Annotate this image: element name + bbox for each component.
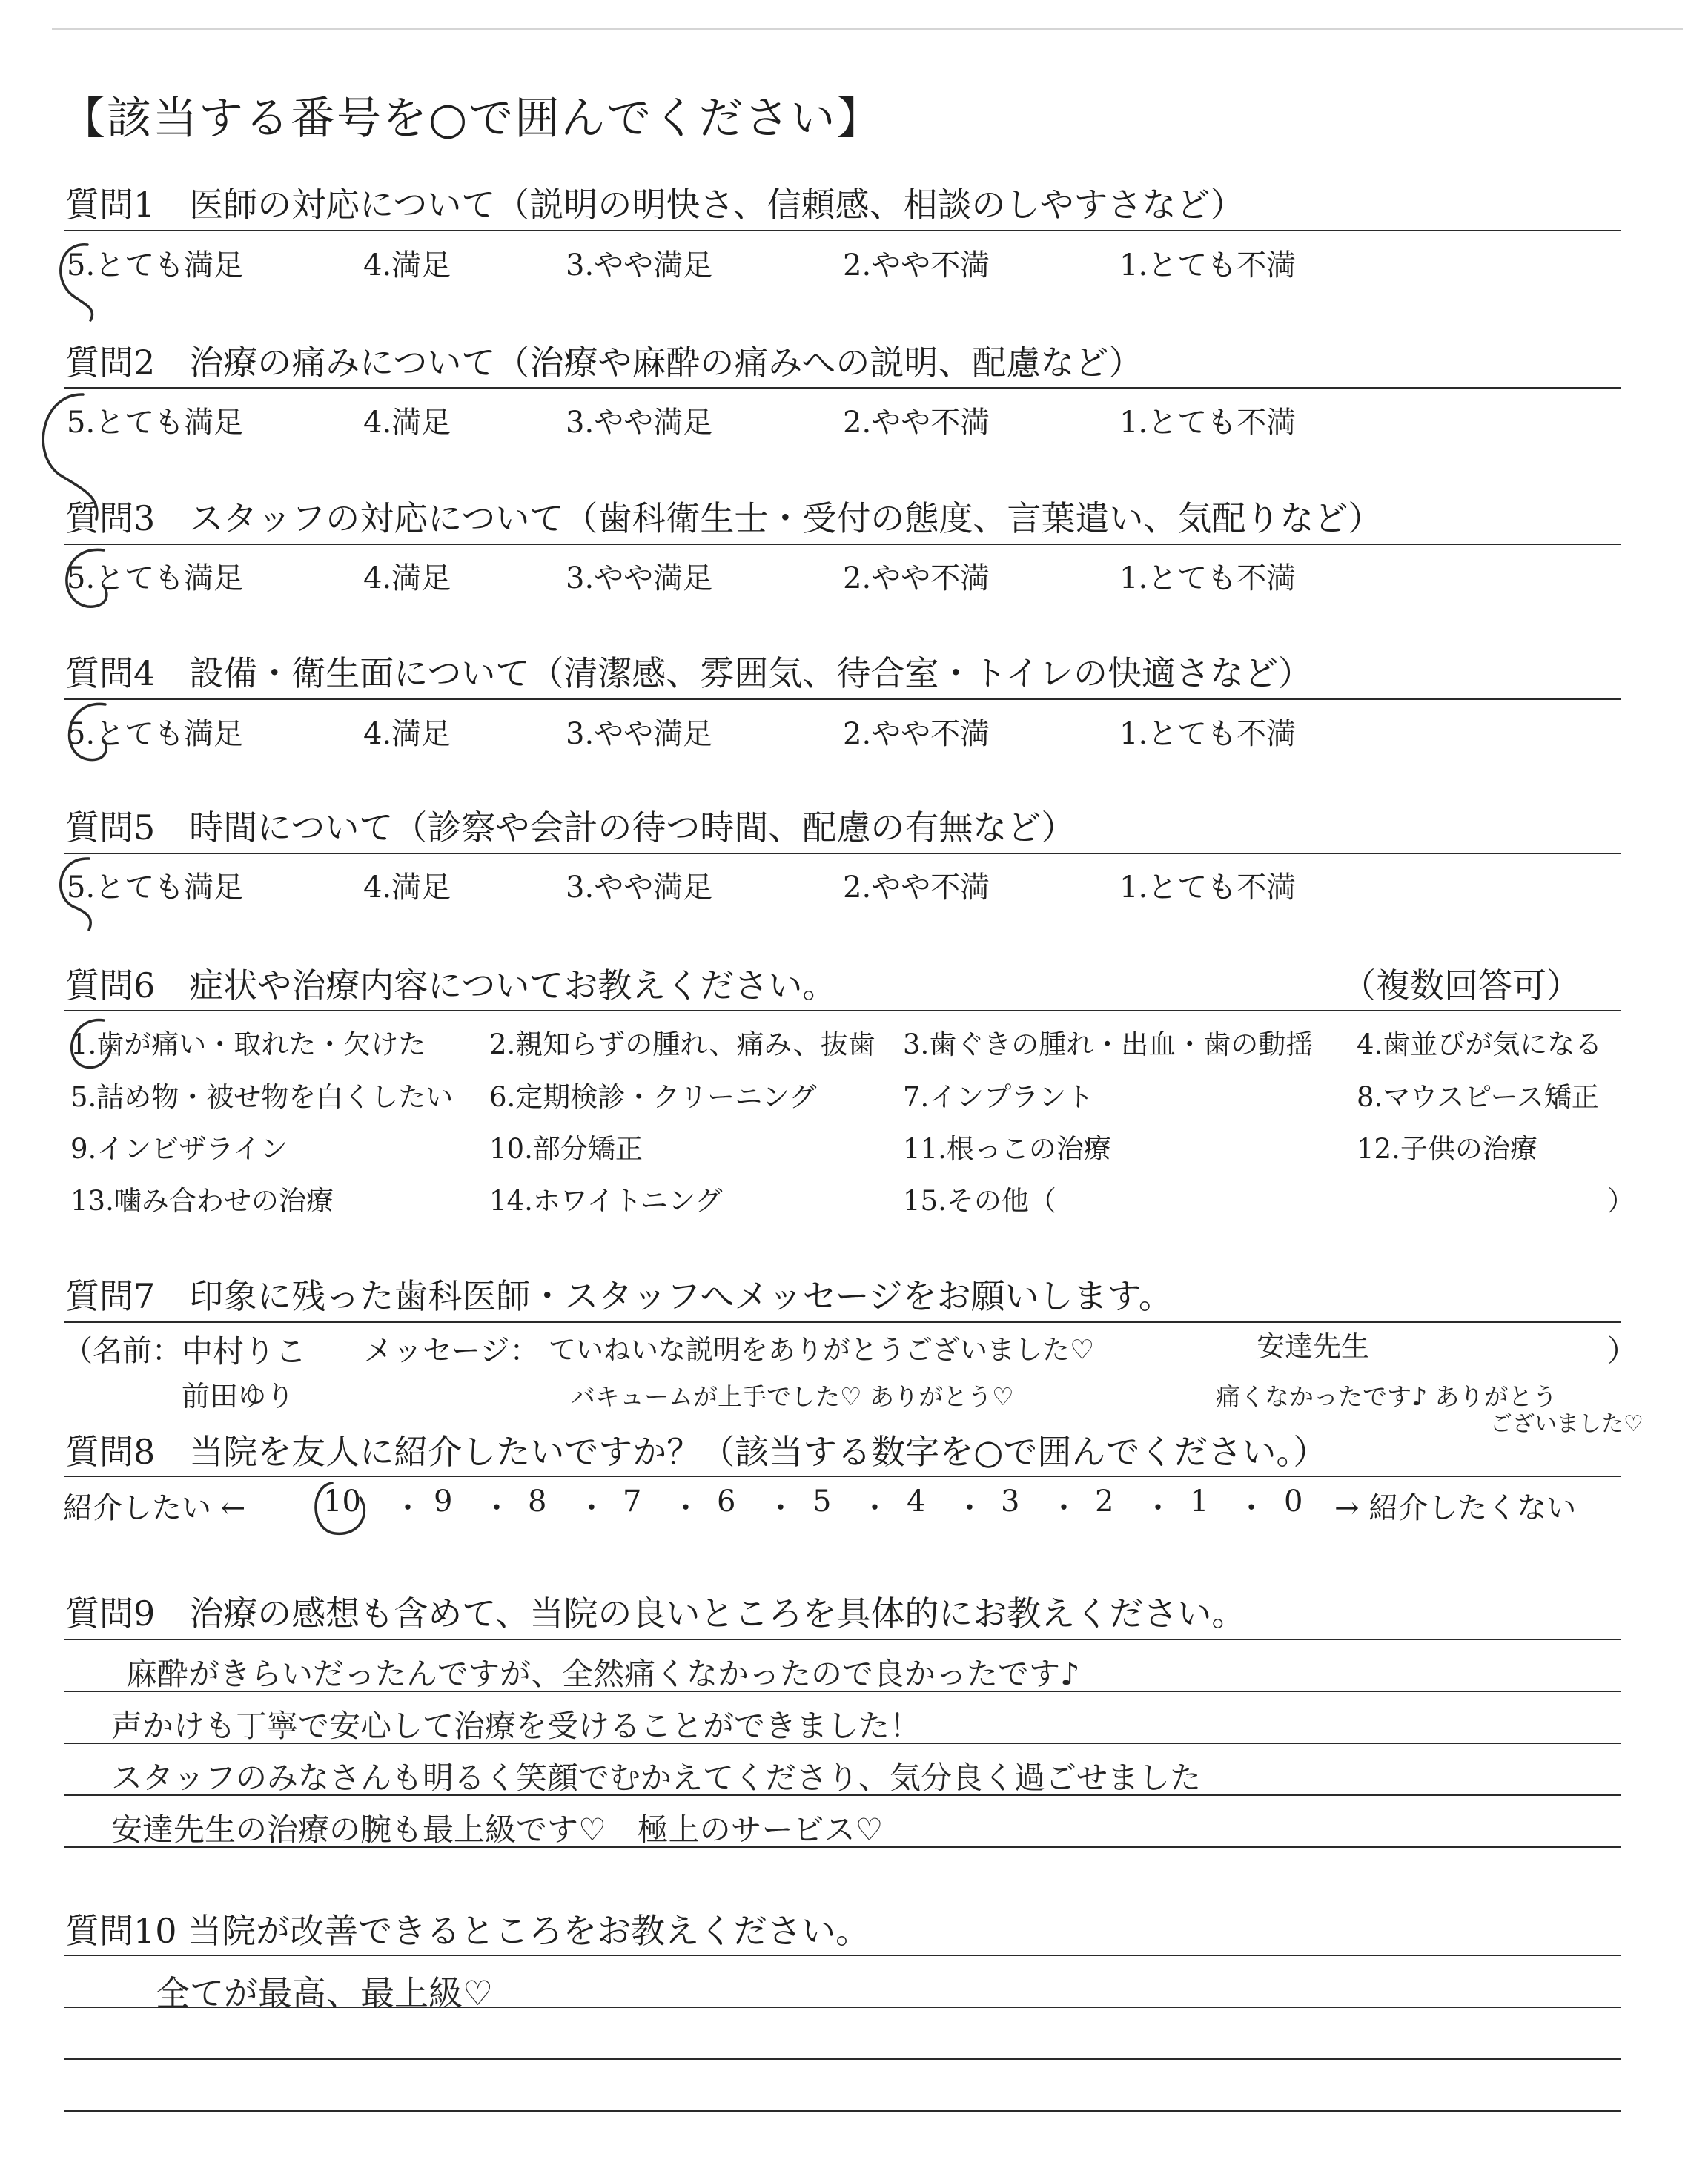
option-1[interactable]: 1.とても不満: [1119, 717, 1297, 751]
symptom-option[interactable]: 6.定期検診・クリーニング: [489, 1081, 817, 1113]
message-label: メッセージ：: [363, 1334, 540, 1368]
multiple-answer-note: （複数回答可）: [1342, 965, 1580, 1005]
option-1[interactable]: 1.とても不満: [1119, 406, 1297, 440]
selection-circle-q3: [67, 549, 107, 607]
scale-number[interactable]: 1: [1190, 1484, 1209, 1519]
option-4[interactable]: 4.満足: [363, 717, 451, 751]
option-4[interactable]: 4.満足: [363, 248, 451, 283]
selection-circle-q5: [61, 859, 90, 930]
symptom-option[interactable]: 2.親知らずの腫れ、痛み、抜歯: [489, 1028, 875, 1060]
option-5[interactable]: 5.とても満足: [67, 717, 244, 751]
handwritten-answer-line: 声かけも丁寧で安心して治療を受けることができました！: [111, 1708, 921, 1744]
option-2[interactable]: 2.やや不満: [843, 406, 990, 440]
scale-separator: ・: [393, 1491, 423, 1525]
handwritten-answer-line: 全てが最高、最上級♡: [156, 1973, 494, 2013]
scale-separator: ・: [1143, 1491, 1173, 1525]
option-2[interactable]: 2.やや不満: [843, 561, 990, 595]
other-close-paren: ）: [1607, 1185, 1635, 1217]
option-4[interactable]: 4.満足: [363, 871, 451, 905]
question-title: 質問5 時間について（診察や会計の待つ時間、配慮の有無など）: [65, 807, 1076, 848]
option-1[interactable]: 1.とても不満: [1119, 561, 1297, 595]
handwritten-name: 前田ゆり: [182, 1380, 295, 1413]
selection-circle-q6-option1: [72, 1020, 111, 1068]
option-5[interactable]: 5.とても満足: [67, 871, 244, 905]
question-title: 質問2 治療の痛みについて（治療や麻酔の痛みへの説明、配慮など）: [65, 343, 1143, 383]
scale-number[interactable]: 2: [1095, 1484, 1114, 1519]
question-title: 質問1 医師の対応について（説明の明快さ、信頼感、相談のしやすさなど）: [65, 185, 1245, 225]
symptom-option[interactable]: 9.インビザライン: [70, 1133, 288, 1165]
handwritten-message: バキュームが上手でした♡ ありがとう♡: [571, 1382, 1014, 1411]
scale-number[interactable]: 7: [623, 1484, 642, 1519]
symptom-option[interactable]: 1.歯が痛い・取れた・欠けた: [70, 1028, 426, 1060]
option-3[interactable]: 3.やや満足: [566, 561, 713, 595]
scale-separator: ・: [1237, 1491, 1266, 1525]
symptom-option[interactable]: 11.根っこの治療: [903, 1133, 1111, 1165]
scale-separator: ・: [577, 1491, 606, 1525]
option-1[interactable]: 1.とても不満: [1119, 871, 1297, 905]
option-5[interactable]: 5.とても満足: [67, 406, 244, 440]
question-title: 質問9 治療の感想も含めて、当院の良いところを具体的にお教えください。: [65, 1593, 1246, 1634]
scale-right-label: → 紹介したくない: [1334, 1491, 1577, 1525]
scale-separator: ・: [955, 1491, 984, 1525]
question-title: 質問7 印象に残った歯科医師・スタッフへメッセージをお願いします。: [65, 1276, 1173, 1316]
handwritten-doctor-name: 安達先生: [1257, 1330, 1370, 1363]
symptom-option[interactable]: 13.噛み合わせの治療: [70, 1185, 334, 1217]
selection-circle-q1: [61, 245, 93, 320]
symptom-option[interactable]: 14.ホワイトニング: [489, 1185, 723, 1217]
name-label: （名前：: [63, 1334, 182, 1368]
question-title: 質問3 スタッフの対応について（歯科衛生士・受付の態度、言葉遣い、気配りなど）: [65, 498, 1383, 538]
message-close-paren: ）: [1607, 1334, 1637, 1368]
option-1[interactable]: 1.とても不満: [1119, 248, 1297, 283]
scale-number[interactable]: 5: [812, 1484, 832, 1519]
question-title: 質問8 当院を友人に紹介したいですか？（該当する数字を○で囲んでください。）: [65, 1432, 1328, 1472]
option-2[interactable]: 2.やや不満: [843, 248, 990, 283]
symptom-option[interactable]: 5.詰め物・被せ物を白くしたい: [70, 1081, 454, 1113]
option-4[interactable]: 4.満足: [363, 406, 451, 440]
question-title: 質問6 症状や治療内容についてお教えください。: [65, 965, 837, 1005]
handwritten-answer-line: スタッフのみなさんも明るく笑顔でむかえてくださり、気分良く過ごせました: [111, 1760, 1202, 1796]
handwritten-answer-line: 麻酔がきらいだったんですが、全然痛くなかったので良かったです♪: [126, 1656, 1080, 1692]
symptom-option[interactable]: 15.その他（: [903, 1185, 1056, 1217]
symptom-option[interactable]: 4.歯並びが気になる: [1357, 1028, 1603, 1060]
handwritten-message: 痛くなかったです♪ ありがとう: [1216, 1382, 1558, 1411]
scale-number[interactable]: 9: [434, 1484, 453, 1519]
question-title: 質問10 当院が改善できるところをお教えください。: [65, 1911, 870, 1951]
scale-number[interactable]: 6: [717, 1484, 736, 1519]
selection-circle-q8-10: [316, 1483, 364, 1533]
handwritten-answer-line: 安達先生の治療の腕も最上級です♡ 極上のサービス♡: [111, 1811, 884, 1848]
option-2[interactable]: 2.やや不満: [843, 717, 990, 751]
symptom-option[interactable]: 12.子供の治療: [1357, 1133, 1537, 1165]
symptom-option[interactable]: 8.マウスピース矯正: [1357, 1081, 1599, 1113]
option-3[interactable]: 3.やや満足: [566, 248, 713, 283]
option-5[interactable]: 5.とても満足: [67, 561, 244, 595]
selection-circle-q2: [43, 394, 97, 519]
scale-number[interactable]: 10: [323, 1484, 361, 1519]
scale-number[interactable]: 3: [1001, 1484, 1020, 1519]
scale-left-label: 紹介したい ←: [63, 1491, 246, 1525]
handwritten-name: 中村りこ: [182, 1333, 307, 1370]
symptom-option[interactable]: 3.歯ぐきの腫れ・出血・歯の動揺: [903, 1028, 1314, 1060]
option-3[interactable]: 3.やや満足: [566, 406, 713, 440]
scale-separator: ・: [671, 1491, 701, 1525]
scale-separator: ・: [766, 1491, 795, 1525]
scale-number[interactable]: 8: [528, 1484, 547, 1519]
instruction-title: 【該当する番号を○で囲んでください】: [61, 93, 883, 145]
question-title: 質問4 設備・衛生面について（清潔感、雰囲気、待合室・トイレの快適さなど）: [65, 653, 1313, 693]
handwritten-message: ていねいな説明をありがとうございました♡: [549, 1334, 1095, 1366]
option-4[interactable]: 4.満足: [363, 561, 451, 595]
option-5[interactable]: 5.とても満足: [67, 248, 244, 283]
selection-circle-q4: [70, 704, 107, 759]
option-3[interactable]: 3.やや満足: [566, 717, 713, 751]
symptom-option[interactable]: 10.部分矯正: [489, 1133, 643, 1165]
scale-number[interactable]: 0: [1284, 1484, 1303, 1519]
scale-separator: ・: [860, 1491, 890, 1525]
handwritten-message: ございました♡: [1490, 1411, 1644, 1437]
scale-number[interactable]: 4: [907, 1484, 926, 1519]
scale-separator: ・: [1049, 1491, 1079, 1525]
symptom-option[interactable]: 7.インプラント: [903, 1081, 1094, 1113]
option-3[interactable]: 3.やや満足: [566, 871, 713, 905]
scale-separator: ・: [482, 1491, 512, 1525]
option-2[interactable]: 2.やや不満: [843, 871, 990, 905]
